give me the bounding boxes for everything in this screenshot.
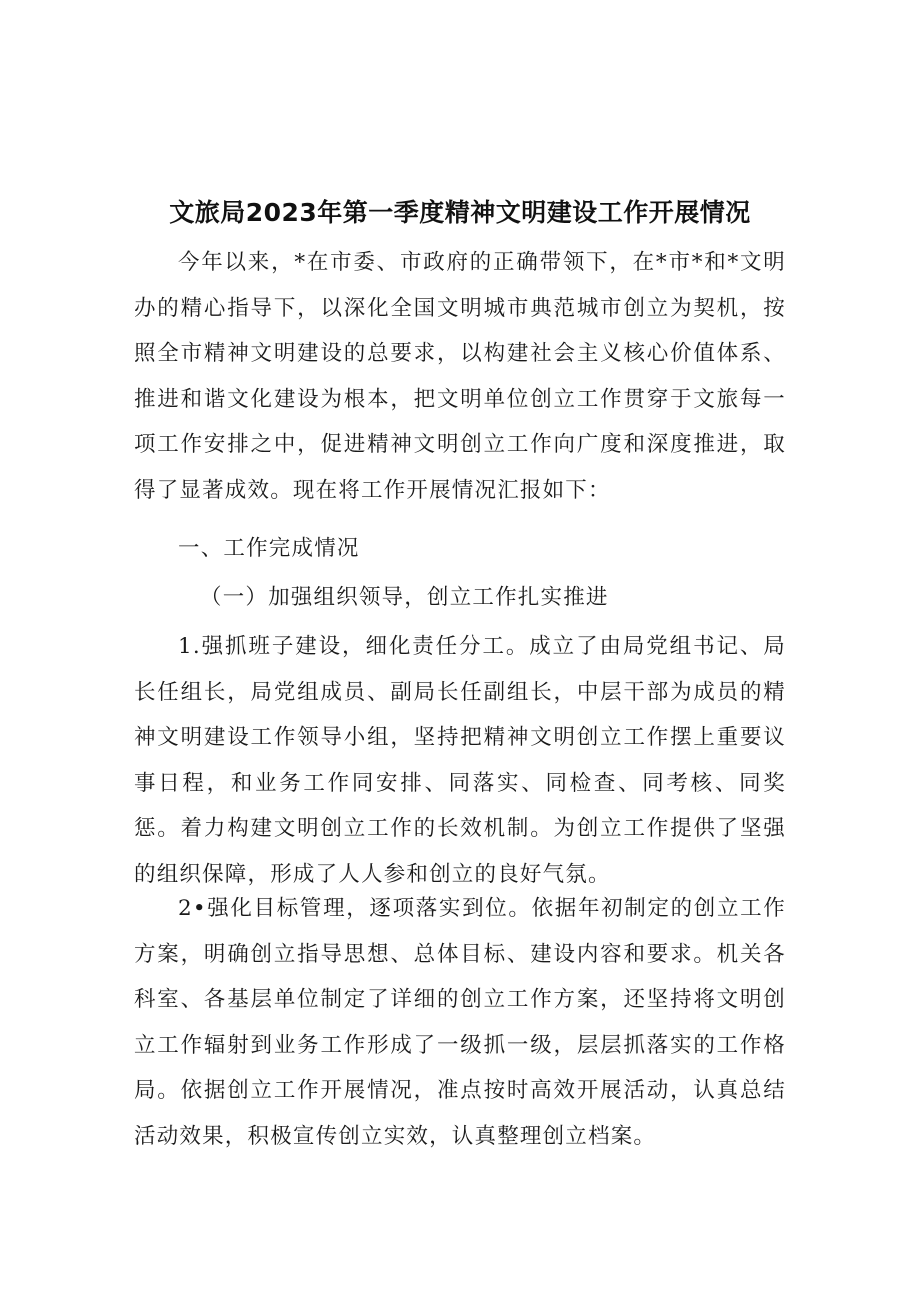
section-heading: 一、工作完成情况 [178,536,360,561]
document-title: 文旅局2023年第一季度精神文明建设工作开展情况 [169,198,751,227]
item-2-paragraph: 2•强化目标管理，逐项落实到位。依据年初制定的创立工作方案，明确创立指导思想、总体目标、建设内容和要求。机关各科室、各基层单位制定了详细的创立工作方案，还坚持将文明创立工作辐射到业务工作形成了一级抓一级，层层抓落实的工作格局。依据创立工作开展情况，准点按时高效开展活动，认真总结活动效果，积极宣传创立实效，认真整理创立档案。 [134,896,786,1149]
subsection-heading: （一）加强组织领导，创立工作扎实推进 [200,585,609,610]
intro-paragraph: 今年以来，*在市委、市政府的正确带领下，在*市*和*文明办的精心指导下，以深化全国文明城市典范城市创立为契机，按照全市精神文明建设的总要求，以构建社会主义核心价值体系、推进和谐文化建设为根本，把文明单位创立工作贯穿于文旅每一项工作安排之中，促进精神文明创立工作向广度和深度推进，取得了显著成效。现在将工作开展情况汇报如下： [134,250,786,503]
item-1-paragraph: 1.强抓班子建设，细化责任分工。成立了由局党组书记、局长任组长，局党组成员、副局长任副组长，中层干部为成员的精神文明建设工作领导小组，坚持把精神文明创立工作摆上重要议事日程，和业务工作同安排、同落实、同检查、同考核、同奖惩。着力构建文明创立工作的长效机制。为创立工作提供了坚强的组织保障，形成了人人参和创立的良好气氛。 [134,634,786,887]
